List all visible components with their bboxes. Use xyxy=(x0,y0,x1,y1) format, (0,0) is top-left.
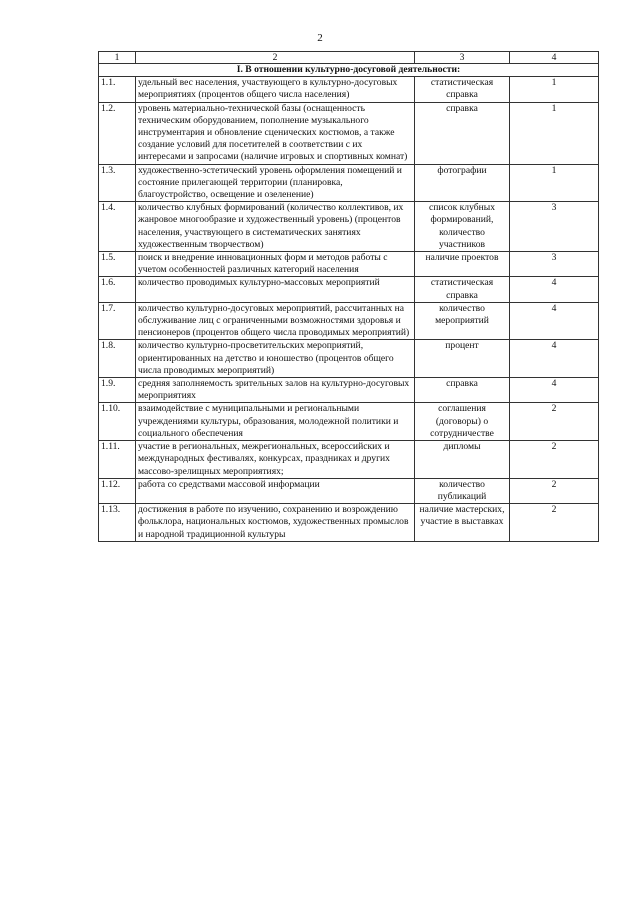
row-description: количество культурно-досуговых мероприятий, рассчитанных на обслуживание лиц с ограниченными возможностями здоровья и пенсионеров (процентов общего числа проводимых мероприятий) xyxy=(136,302,415,340)
row-description: работа со средствами массовой информации xyxy=(136,478,415,503)
criteria-table xyxy=(98,51,599,542)
row-source: справка xyxy=(415,378,510,403)
row-description: художественно-эстетический уровень оформления помещений и состояние прилегающей территории (планировка, благоустройство, освещение и озеленение) xyxy=(136,164,415,202)
row-number: 1.13. xyxy=(99,504,136,542)
row-description: удельный вес населения, участвующего в культурно-досуговых мероприятиях (процентов общего числа населения) xyxy=(136,77,415,102)
row-source: количество мероприятий xyxy=(415,302,510,340)
row-number: 1.6. xyxy=(99,277,136,302)
table-row xyxy=(99,302,599,340)
row-source: список клубных формирований, количество участников xyxy=(415,202,510,252)
row-source: количество публикаций xyxy=(415,478,510,503)
table-row xyxy=(99,504,599,542)
table-row xyxy=(99,403,599,441)
header-row xyxy=(99,52,599,64)
row-description: участие в региональных, межрегиональных, всероссийских и международных фестивалях, конкурсах, праздниках и других массово-зрелищных мероприятиях; xyxy=(136,441,415,479)
row-score: 3 xyxy=(510,252,599,277)
table-row xyxy=(99,277,599,302)
column-header-source: 3 xyxy=(415,52,510,64)
table-row xyxy=(99,202,599,252)
table-row xyxy=(99,478,599,503)
row-description: уровень материально-технической базы (оснащенность техническим оборудованием, пополнение музыкального инструментария и обновление сценических костюмов, а также создание условий для посетителей в соответствии с их интересами и запросами (наличие игровых и спортивных комнат) xyxy=(136,102,415,164)
row-number: 1.9. xyxy=(99,378,136,403)
column-header-score: 4 xyxy=(510,52,599,64)
row-number: 1.12. xyxy=(99,478,136,503)
table-row xyxy=(99,102,599,164)
row-number: 1.4. xyxy=(99,202,136,252)
row-description: достижения в работе по изучению, сохранению и возрождению фольклора, национальных костюмов, художественных промыслов и народной традиционной культуры xyxy=(136,504,415,542)
row-number: 1.5. xyxy=(99,252,136,277)
row-score: 2 xyxy=(510,504,599,542)
row-description: поиск и внедрение инновационных форм и методов работы с учетом особенностей различных категорий населения xyxy=(136,252,415,277)
row-source: дипломы xyxy=(415,441,510,479)
row-source: статистическая справка xyxy=(415,277,510,302)
row-score: 1 xyxy=(510,77,599,102)
row-description: количество проводимых культурно-массовых мероприятий xyxy=(136,277,415,302)
row-description: количество культурно-просветительских мероприятий, ориентированных на детство и юношество (процентов общего числа проводимых мероприятий) xyxy=(136,340,415,378)
row-number: 1.11. xyxy=(99,441,136,479)
row-number: 1.8. xyxy=(99,340,136,378)
table-row xyxy=(99,441,599,479)
column-header-description: 2 xyxy=(136,52,415,64)
column-header-number: 1 xyxy=(99,52,136,64)
row-score: 4 xyxy=(510,340,599,378)
section-title: I. В отношении культурно-досуговой деятельности: xyxy=(99,64,599,77)
table-row xyxy=(99,340,599,378)
row-score: 4 xyxy=(510,277,599,302)
row-description: количество клубных формирований (количество коллективов, их жанровое многообразие и художественный уровень) (процентов населения, участвующего в систематических занятиях художественным творчеством) xyxy=(136,202,415,252)
table-row xyxy=(99,77,599,102)
section-row xyxy=(99,64,599,77)
row-description: взаимодействие с муниципальными и региональными учреждениями культуры, образования, молодежной политики и социального обеспечения xyxy=(136,403,415,441)
table-row xyxy=(99,164,599,202)
row-source: наличие проектов xyxy=(415,252,510,277)
row-source: соглашения (договоры) о сотрудничестве xyxy=(415,403,510,441)
row-source: статистическая справка xyxy=(415,77,510,102)
row-number: 1.10. xyxy=(99,403,136,441)
row-score: 3 xyxy=(510,202,599,252)
row-source: процент xyxy=(415,340,510,378)
row-number: 1.2. xyxy=(99,102,136,164)
row-score: 1 xyxy=(510,164,599,202)
row-source: фотографии xyxy=(415,164,510,202)
row-number: 1.1. xyxy=(99,77,136,102)
row-score: 2 xyxy=(510,403,599,441)
row-number: 1.3. xyxy=(99,164,136,202)
row-score: 1 xyxy=(510,102,599,164)
row-source: справка xyxy=(415,102,510,164)
table-row xyxy=(99,378,599,403)
row-score: 2 xyxy=(510,478,599,503)
row-score: 4 xyxy=(510,302,599,340)
row-score: 2 xyxy=(510,441,599,479)
row-score: 4 xyxy=(510,378,599,403)
row-source: наличие мастерских, участие в выставках xyxy=(415,504,510,542)
row-number: 1.7. xyxy=(99,302,136,340)
table-row xyxy=(99,252,599,277)
page-number: 2 xyxy=(317,32,323,44)
row-description: средняя заполняемость зрительных залов на культурно-досуговых мероприятиях xyxy=(136,378,415,403)
